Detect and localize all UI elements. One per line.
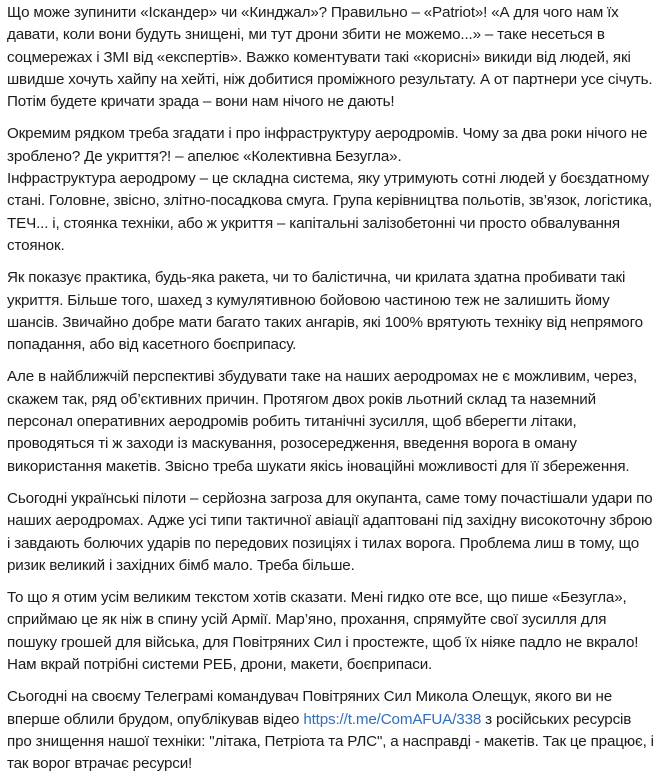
post-paragraph-7: [7, 686, 655, 775]
post-paragraph-3: Як показує практика, будь-яка ракета, чи то балістична, чи крилата здатна пробивати такі укриття. Більше того, шахед з кумулятивною бойовою частиною теж не залишить йому шансів. Звичайно добре мати багато таких ангарів, які 100% врятують техніку від непрямого попадання, або від касетного боєприпасу.: [7, 269, 643, 354]
post-paragraph-1: Що може зупинити «Іскандер» чи «Кинджал»? Правильно – «Patriot»! «А для чого нам їх давати, коли вони будуть знищені, ми тут дрони збити не можемо...» – таке несеться в соцмережах і ЗМІ від «експертів». Важко коментувати такі «корисні» викиди від людей, які швидше хочуть хайпу на хейті, ніж добитися проміжного результату. А от партнери усе січуть. Потім будете кричати зрада – вони нам нічого не дають!: [7, 4, 653, 111]
telegram-post-link[interactable]: https://t.me/ComAFUA/338: [303, 710, 482, 728]
post-paragraph-5: Сьогодні українські пілоти – серйозна загроза для окупанта, саме тому почастішали удари по наших аеродромах. Адже усі типи тактичної авіації адаптовані під західну високоточну зброю і завдають болючих ударів по передових позиціях і тилах ворога. Проблема лиш в тому, що ризик великий і західних бімб мало. Треба більше.: [7, 489, 653, 574]
post-paragraph-6: То що я отим усім великим текстом хотів сказати. Мені гидко оте все, що пише «Безугла», сприймаю це як ніж в спину усій Армії. Мар’яно, прохання, спрямуйте свої зусилля для пошуку грошей для війська, для Повітряних Сил і простежте, щоб їх нiяке падло не вкрало! Нам вкрай потрібні системи РЕБ, дрони, макети, боєприпаси.: [7, 589, 639, 674]
post-paragraph-7-text-before-link: Сьогодні на своєму Телеграмі командувач Повітряних Сил Микола Олещук, якого ви не вперше облили брудом, опублікував відео: [7, 688, 613, 728]
post-paragraph-2-line-1: Окремим рядком треба згадати і про інфраструктуру аеродромів. Чому за два роки нічого не зроблено? Де укриття?! – апелює «Колективна Безугла».: [7, 125, 648, 165]
post-paragraph-2: [7, 123, 655, 257]
post-paragraph-7-text-after-link: з російських ресурсів про знищення нашої техніки: "літака, Петріота та РЛС", а насправді - макетів. Так це працює, і так ворог втрачає ресурси!: [7, 710, 654, 773]
post-paragraph-4: Але в найближчій перспективі збудувати таке на наших аеродромах не є можливим, через, скажем так, ряд об’єктивних причин. Протягом двох років льотний склад та наземний персонал оперативних аеродромів робить титанічні зусилля, щоб вберегти літаки, проводяться ті ж заходи із маскування, розосередження, введення ворога в оману використання макетів. Звісно треба шукати якісь іноваційні можливості для її збереження.: [7, 368, 638, 475]
post-paragraph-2-line-2: Інфраструктура аеродрому – це складна система, яку утримують сотні людей у боєздатному стані. Головне, звісно, злітно-посадкова смуга. Група керівництва польотів, зв’язок, логістика, ТЕЧ... і, стоянка техніки, або ж укриття – капітальні залізобетонні чи просто обвалування стоянок.: [7, 170, 652, 254]
